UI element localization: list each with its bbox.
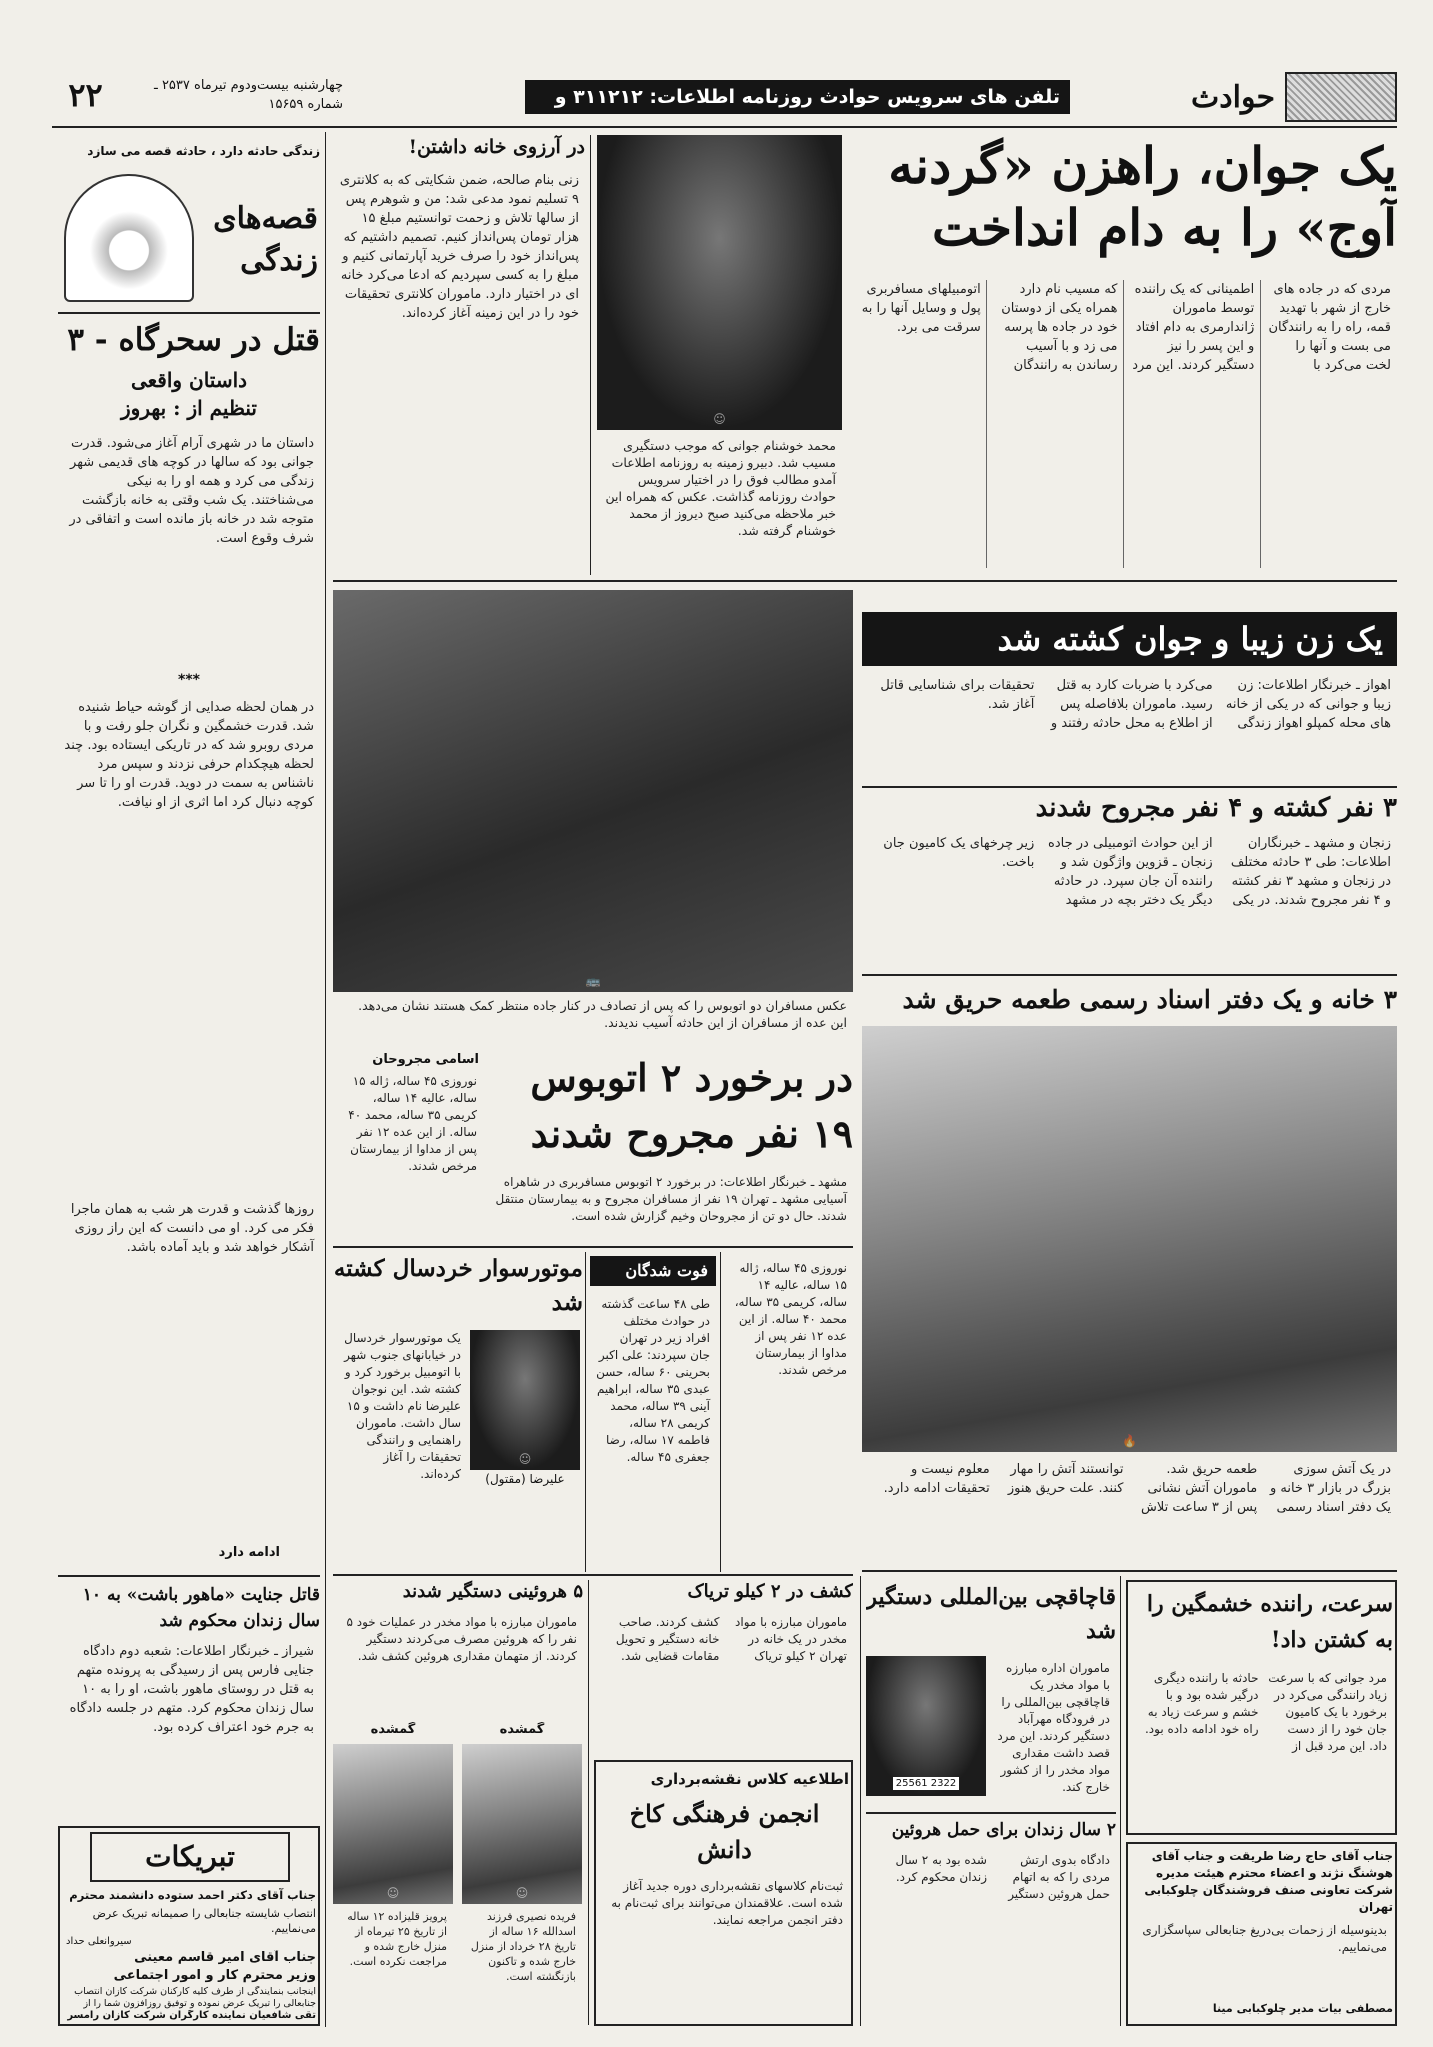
congrats-signer-1: سیروانعلی حداد <box>66 1936 132 1947</box>
issue-date: چهارشنبه بیست‌ودوم تیرماه ۲۵۳۷ ـ شماره ۱۵۶۵۹ <box>153 78 343 112</box>
survey-class-title-2: انجمن فرهنگی کاخ دانش <box>629 1799 820 1864</box>
life-stories-logo-text: قصه‌های زندگی <box>213 201 318 278</box>
motorcyclist-body: یک موتورسوار خردسال در خیابانهای جنوب شهر با اتومبیل برخورد کرد و کشته شد. این نوجوان علیرضا نام داشت و ۱۵ سال داشت. ماموران راهنمایی و رانندگی تحقیقات را آغاز کرده‌اند. <box>344 1331 461 1481</box>
story-body-2: در همان لحظه صدایی از گوشه حیاط شنیده شد. قدرت خشمگین و نگران جلو رفت و با مردی روبرو شد که در تاریکی ایستاده بود. چند لحظه هیچکدام حرفی نزدند و سپس مرد ناشناس به سمت در دوید. قدرت او را تا سر کوچه دنبال کرد اما اثری از او نیافت. <box>64 700 314 810</box>
deaths-title: فوت شدگان <box>590 1256 716 1286</box>
page-number: ۲۲ <box>68 76 103 114</box>
speed-box <box>1126 1580 1397 1835</box>
missing-photo-1 <box>462 1744 582 1904</box>
missing-label-1: گمشده <box>499 1722 545 1737</box>
column-rule-left <box>325 132 326 2027</box>
bus-accident-photo <box>333 590 853 992</box>
survey-class-body: ثبت‌نام کلاسهای نقشه‌برداری دوره جدید آغاز شده است. علاقمندان می‌توانند برای ثبت‌نام به دفتر انجمن مراجعه نمایند. <box>611 1879 843 1927</box>
missing-caption-2: پرویز قلیزاده ۱۲ ساله از تاریخ ۲۵ تیرماه از منزل خارج شده و مراجعت نکرده است. <box>347 1910 447 1968</box>
thanks-body: بدینوسیله از زحمات بی‌دریغ جنابعالی سپاسگزاری می‌نماییم. <box>1142 1923 1387 1954</box>
verdict-title: قاتل جنایت «ماهور باشت» به ۱۰ سال زندان محکوم شد <box>82 1585 320 1631</box>
story-body-1: داستان ما در شهری آرام آغاز می‌شود. قدرت جوانی بود که سالها در کوچه های قدیمی شهر زندگی می کرد و همه او را به نیکی می‌شناختند. یک شب وقتی به خانه بازگشت متوجه شد در خانه باز مانده است و اتفاقی در شرف وقوع است. <box>69 436 314 546</box>
congrats-text-1: انتصاب شایسته جنابعالی را صمیمانه تبریک عرض می‌نماییم. <box>92 1907 316 1935</box>
opium-title: کشف در ۲ کیلو تریاک <box>687 1581 853 1602</box>
lead-title: یک جوان، راهزن «گردنه آوج» را به دام انداخت <box>888 136 1397 257</box>
bus-crash-body: مشهد ـ خبرنگار اطلاعات: در برخورد ۲ اتوبوس مسافربری در شاهراه آسیایی مشهد ـ تهران ۱۹ نفر از مسافران مجروح و به بیمارستان منتقل شدند. حال دو تن از مجروحان وخیم گزارش شده است. <box>495 1175 847 1223</box>
congrats-line-2: جناب آقای امیر قاسم معینی <box>134 1950 316 1965</box>
speed-title: سرعت، راننده خشمگین را به کشتن داد! <box>1146 1591 1393 1653</box>
missing-photo-2 <box>333 1744 453 1904</box>
survey-class-title-1: اطلاعیه کلاس نقشه‌برداری <box>650 1770 849 1788</box>
heroin-prison-body: دادگاه بدوی ارتش مردی را که به اتهام حمل هروئین دستگیر شده بود به ۲ سال زندان محکوم کرد. <box>895 1853 1110 1901</box>
story-body-3: روزها گذشت و قدرت هر شب به همان ماجرا فکر می کرد. او می دانست که این راز روزی آشکار خواهد شد و باید آماده باشد. <box>70 1202 314 1255</box>
motorcyclist-photo-caption: علیرضا (مقتول) <box>485 1472 565 1486</box>
fire-body: در یک آتش سوزی بزرگ در بازار ۳ خانه و یک دفتر اسناد رسمی طعمه حریق شد. ماموران آتش نشانی پس از ۳ ساعت تلاش توانستند آتش را مهار کنند. علت حریق هنوز معلوم نیست و تحقیقات ادامه دارد. <box>883 1462 1391 1515</box>
series-subtitle: داستان واقعی <box>130 368 248 392</box>
story-separator: *** <box>178 672 200 688</box>
smuggler-photo-tag: 25561 2322 <box>893 1777 959 1790</box>
series-author: تنظیم از : بهروز <box>121 396 257 420</box>
bus-crash-continued-text: نوروزی ۴۵ ساله، ژاله ۱۵ ساله، عالیه ۱۴ ساله، کریمی ۳۵ ساله، محمد ۴۰ ساله. از این عده ۱۲ نفر پس از مداوا از بیمارستان مرخص شدند. <box>734 1261 847 1377</box>
section-title: حوادث <box>1191 80 1275 115</box>
phones-banner: تلفن های سرویس حوادث روزنامه اطلاعات: ۳۱۱۲۱۲ و <box>525 80 1070 114</box>
woman-killed-title: یک زن زیبا و جوان کشته شد <box>862 612 1397 666</box>
series-title: قتل در سحرگاه - ۳ <box>67 322 320 358</box>
speed-body: مرد جوانی که با سرعت زیاد رانندگی می‌کرد در برخورد با یک کامیون جان خود را از دست داد. این مرد قبل از حادثه با راننده دیگری درگیر شده بود و با خشم و سرعت زیاد به راه خود ادامه داده بود. <box>1144 1671 1387 1753</box>
survey-class-box <box>594 1760 853 2026</box>
congrats-text-2: اینجانب بنمایندگی از طرف کلیه کارکنان شرکت کازان انتصاب جنابعالی را تبریک عرض نموده و توفیق روزافزون شما را از <box>74 1986 316 2009</box>
heroin-arrest-body: ماموران مبارزه با مواد مخدر در عملیات خود ۵ نفر را که هروئین مصرف می‌کردند دستگیر کردند. از متهمان مقداری هروئین کشف شد. <box>346 1615 577 1663</box>
bus-crash-list-title: اسامی مجروحان <box>372 1052 479 1067</box>
opium-body: ماموران مبارزه با مواد مخدر در یک خانه در تهران ۲ کیلو تریاک کشف کردند. صاحب خانه دستگیر و تحویل مقامات قضایی شد. <box>615 1615 847 1663</box>
masthead-rule <box>52 126 1397 128</box>
fire-photo <box>862 1026 1397 1452</box>
bus-photo-caption: عکس مسافران دو اتوبوس را که پس از تصادف در کنار جاده منتظر کمک هستند نشان می‌دهد. این عده از مسافران از این حادثه آسیب ندیدند. <box>358 998 847 1030</box>
fire-title: ۳ خانه و یک دفتر اسناد رسمی طعمه حریق شد <box>902 985 1397 1014</box>
congrats-signer-2: تقی شافعیان نماینده کارگران شرکت کازان رامسر <box>67 2010 316 2021</box>
fire-photo-icon: 🔥 <box>1122 1434 1137 1448</box>
lead-portrait-photo <box>597 135 842 430</box>
thanks-box <box>1126 1842 1397 2026</box>
missing-photo-1-icon: ☺ <box>515 1886 529 1900</box>
congrats-box <box>58 1826 320 2026</box>
motorcyclist-photo-icon: ☺ <box>518 1452 532 1466</box>
deaths-body: طی ۴۸ ساعت گذشته در حوادث مختلف افراد زیر در تهران جان سپردند: علی اکبر بحرینی ۶۰ ساله، حسن عبدی ۳۵ ساله، ابراهیم آینی ۳۹ ساله، محمد کریمی ۲۸ ساله، فاطمه ۱۷ ساله، رضا جعفری ۴۵ ساله. <box>596 1297 710 1464</box>
thanks-signer: مصطفی بیات مدیر چلوکبابی مینا <box>1212 2002 1393 2015</box>
lead-body: مردی که در جاده های خارج از شهر با تهدید قمه، راه را به رانندگان می بست و آنها را لخت می‌کرد با اطمینانی که یک راننده توسط ماموران ژاندارمری به دام افتاد و این پسر را نیز دستگیر کردند. این مرد که مسیب نام دارد همراه یکی از دوستان خود در جاده ها پرسه می زد و با آسیب رساندن به رانندگان اتومبیلهای مسافربری پول و وسایل آنها را به سرقت می برد. <box>861 282 1391 373</box>
heroin-prison-title: ۲ سال زندان برای حمل هروئین <box>891 1820 1116 1840</box>
motorcyclist-title: موتورسوار خردسال کشته شد <box>333 1255 583 1316</box>
smuggler-photo <box>866 1656 986 1796</box>
congrats-line-3: وزیر محترم کار و امور اجتماعی <box>113 1968 316 1983</box>
smuggler-title: قاچاقچی بین‌المللی دستگیر شد <box>866 1584 1116 1644</box>
bus-crash-title: در برخورد ۲ اتوبوس ۱۹ نفر مجروح شدند <box>530 1055 853 1156</box>
section-logo <box>1285 72 1397 122</box>
lead-portrait-icon: ☺ <box>713 412 726 426</box>
thanks-title: جناب آقای حاج رضا طریقت و جناب آقای هوشنگ نژند و اعضاء محترم هیئت مدیره شرکت تعاونی صنف فروشندگان چلوکبابی تهران <box>1144 1849 1393 1914</box>
bus-photo-icon: 🚌 <box>585 974 601 988</box>
bus-crash-list-text: نوروزی ۴۵ ساله، ژاله ۱۵ ساله، عالیه ۱۴ ساله، کریمی ۳۵ ساله، محمد ۴۰ ساله. از این عده ۱۲ نفر پس از مداوا از بیمارستان مرخص شدند. <box>348 1074 477 1173</box>
missing-label-2: گمشده <box>370 1722 416 1737</box>
crashes-title: ۳ نفر کشته و ۴ نفر مجروح شدند <box>1035 793 1397 823</box>
missing-photo-2-icon: ☺ <box>386 1886 400 1900</box>
verdict-body: شیراز ـ خبرنگار اطلاعات: شعبه دوم دادگاه جنایی فارس پس از رسیدگی به پرونده متهم به قتل در روستای ماهور باشت، او را به ۱۰ سال زندان محکوم کرد. متهم در جلسه دادگاه به جرم خود اعتراف کرده بود. <box>69 1644 314 1735</box>
congrats-title: تبریکات <box>90 1832 290 1882</box>
life-stories-header: زندگی حادثه دارد ، حادثه قصه می سازد <box>87 144 320 158</box>
house-story <box>333 135 585 575</box>
smuggler-body: ماموران اداره مبارزه با مواد مخدر یک قاچاقچی بین‌المللی را در فرودگاه مهرآباد دستگیر کردند. این مرد قصد داشت مقداری مواد مخدر را از کشور خارج کند. <box>997 1661 1110 1794</box>
motorcyclist-photo <box>470 1330 580 1470</box>
scales-icon <box>64 174 194 302</box>
masthead <box>0 0 1433 128</box>
crashes-body: زنجان و مشهد ـ خبرنگاران اطلاعات: طی ۳ حادثه مختلف در زنجان و مشهد ۳ نفر کشته و ۴ نفر مجروح شدند. در یکی از این حوادث اتومبیلی در جاده زنجان ـ قزوین واژگون شد و راننده آن جان سپرد. در حادثه دیگر یک دختر بچه در مشهد زیر چرخهای یک کامیون جان باخت. <box>883 836 1391 908</box>
lead-photo-caption: محمد خوشنام جوانی که موجب دستگیری مسیب شد. دبیرو زمینه به روزنامه اطلاعات آمدو مطالب فوق را در اختیار سرویس حوادث روزنامه گذاشت. عکس که همراه این خبر ملاحظه می‌کنید صبح دیروز از محمد خوشنام گرفته شد. <box>605 438 836 538</box>
house-story-title: در آرزوی خانه داشتن! <box>408 136 585 158</box>
life-stories-logo <box>58 168 320 308</box>
bus-crash-continued <box>726 1256 853 1566</box>
story-continued: ادامه دارد <box>218 1545 280 1560</box>
heroin-arrest-title: ۵ هروئینی دستگیر شدند <box>402 1581 583 1602</box>
missing-caption-1: فریده نصیری فرزند اسدالله ۱۶ ساله از تاریخ ۲۸ خرداد از منزل خارج شده و تاکنون بازنگشته است. <box>470 1910 576 1983</box>
congrats-line-1: جناب آقای دکتر احمد ستوده دانشمند محترم <box>69 1888 316 1902</box>
bus-crash-list <box>333 1050 483 1230</box>
house-story-body: زنی بنام صالحه، ضمن شکایتی که به کلانتری ۹ تسلیم نمود مدعی شد: من و شوهرم پس از سالها تلاش و زحمت توانستیم مبلغ ۱۵ هزار تومان پس‌انداز کنیم. تصمیم داشتیم که پس‌انداز خود را صرف خرید آپارتمانی کنیم و مبلغ را به کسی سپردیم که ادعا می‌کرد خانه ای در اختیار دارد. ماموران کلانتری تحقیقات خود را در این زمینه آغاز کرده‌اند. <box>339 173 579 321</box>
woman-killed-body: اهواز ـ خبرنگار اطلاعات: زن زیبا و جوانی که در یکی از خانه های محله کمپلو اهواز زندگی می‌کرد با ضربات کارد به قتل رسید. ماموران بلافاصله پس از اطلاع به محل حادثه رفتند و تحقیقات برای شناسایی قاتل آغاز شد. <box>880 678 1391 731</box>
